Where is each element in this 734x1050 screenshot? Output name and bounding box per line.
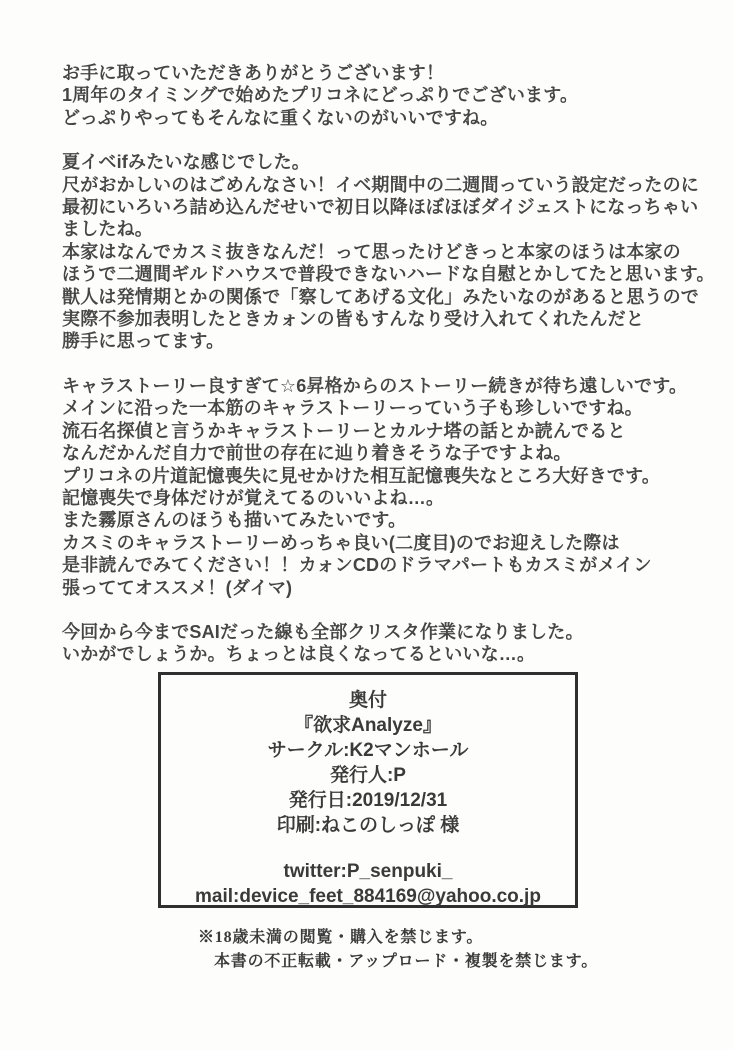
colophon-box xyxy=(158,672,578,908)
text-line: 張っててオススメ！(ダイマ) xyxy=(62,577,293,598)
text-line: ましたね。 xyxy=(62,219,153,240)
notice-line: 本書の不正転載・アップロード・複製を禁じます。 xyxy=(214,952,599,970)
paragraph-thanks xyxy=(62,62,715,129)
text-line: 実際不参加表明したときカォンの皆もすんなり受け入れてくれたんだと xyxy=(62,309,645,330)
twitter-handle: twitter:P_senpuki_ xyxy=(283,861,453,882)
text-line: プリコネの片道記憶喪失に見せかけた相互記憶喪失なところ大好きです。 xyxy=(62,465,661,486)
text-line: キャラストーリー良すぎて☆6昇格からのストーリー続きが待ち遠しいです。 xyxy=(62,375,688,396)
printer-name: 印刷:ねこのしっぽ 様 xyxy=(276,815,460,836)
issue-date: 発行日:2019/12/31 xyxy=(288,790,448,811)
text-line: 夏イベifみたいな感じでした。 xyxy=(62,152,310,173)
text-line: カスミのキャラストーリーめっちゃ良い(二度目)のでお迎えした際は xyxy=(62,532,620,553)
text-line: 勝手に思ってます。 xyxy=(62,331,225,352)
text-line: なんだかんだ自力で前世の存在に辿り着きそうな子ですよね。 xyxy=(62,443,572,464)
text-line: 尺がおかしいのはごめんなさい！イベ期間中の二週間っていう設定だったのに xyxy=(62,174,699,195)
text-line: どっぷりやってもそんなに重くないのがいいですね。 xyxy=(62,107,499,128)
book-title: 『欲求Analyze』 xyxy=(294,715,442,736)
publisher-name: 発行人:P xyxy=(329,765,406,786)
text-line: 記憶喪失で身体だけが覚えてるのいいよね…。 xyxy=(62,487,445,508)
paragraph-event-notes xyxy=(62,151,715,353)
text-line: 最初にいろいろ詰め込んだせいで初日以降ほぼほぼダイジェストになっちゃい xyxy=(62,197,699,218)
text-line: お手に取っていただきありがとうございます！ xyxy=(62,63,445,83)
notice-line: ※18歳未満の閲覧・購入を禁じます。 xyxy=(198,929,484,946)
circle-name: サークル:K2マンホール xyxy=(267,740,469,761)
text-line: ほうで二週間ギルドハウスで普段できないハードな自慰とかしてたと思います。 xyxy=(62,264,715,285)
text-line: 獣人は発情期とかの関係で「察してあげる文化」みたいなのがあると思うので xyxy=(62,286,699,307)
text-line: 今回から今までSAIだった線も全部クリスタ作業になりました。 xyxy=(62,621,584,642)
afterword-text xyxy=(62,62,715,688)
paragraph-character-story xyxy=(62,375,715,599)
colophon-spacer xyxy=(161,838,575,859)
text-line: 1周年のタイミングで始めたプリコネにどっぷりでございます。 xyxy=(62,85,579,106)
colophon-heading: 奥付 xyxy=(348,690,387,711)
text-line: 是非読んでみてください！！カォンCDのドラマパートもカスミがメイン xyxy=(62,555,652,576)
text-line: 流石名探偵と言うかキャラストーリーとカルナ塔の話とか読んでると xyxy=(62,420,626,441)
text-line: 本家はなんでカスミ抜きなんだ！って思ったけどきっと本家のほうは本家の xyxy=(62,241,681,262)
text-line: いかがでしょうか。ちょっとは良くなってるといいな…。 xyxy=(62,644,536,665)
text-line: また霧原さんのほうも描いてみたいです。 xyxy=(62,510,407,531)
age-restriction-notice xyxy=(198,926,598,973)
text-line: メインに沿った一本筋のキャラストーリーっていう子も珍しいですね。 xyxy=(62,398,643,419)
paragraph-tools xyxy=(62,621,715,666)
mail-address: mail:device_feet_884169@yahoo.co.jp xyxy=(195,886,541,907)
